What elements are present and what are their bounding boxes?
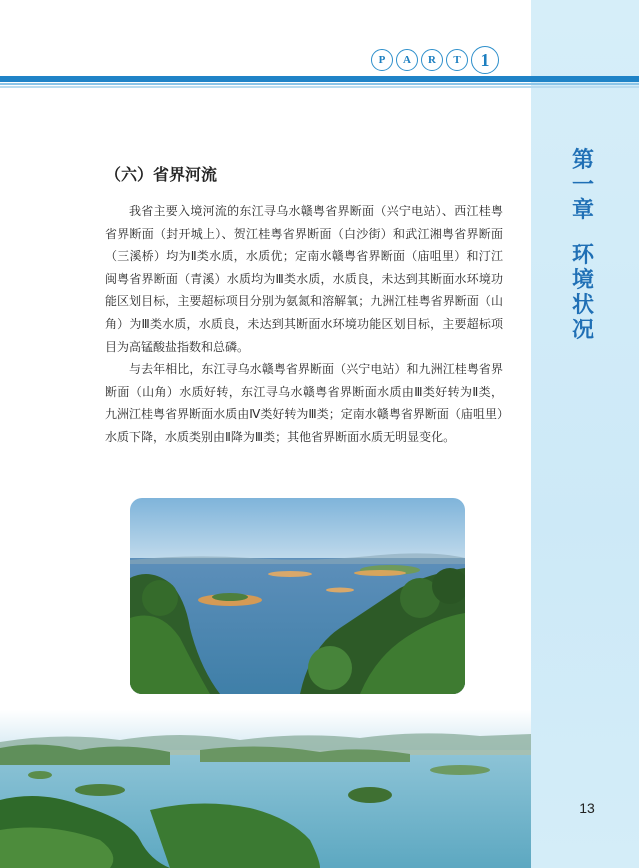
chapter-char: 一 xyxy=(571,173,594,198)
chapter-char: 境 xyxy=(571,268,594,293)
chapter-sidebar xyxy=(531,0,639,868)
lake-photo xyxy=(130,498,465,694)
section-title: （六）省界河流 xyxy=(105,165,218,184)
chapter-char: 状 xyxy=(571,293,594,318)
part-letter-a: A xyxy=(396,49,418,71)
part-letter-p: P xyxy=(371,49,393,71)
chapter-char: 况 xyxy=(571,318,594,343)
body-text xyxy=(105,200,503,449)
header-stripe-lighter xyxy=(0,86,639,88)
lake-panorama xyxy=(0,710,531,868)
part-letter-t: T xyxy=(446,49,468,71)
paragraph: 我省主要入境河流的东江寻乌水赣粤省界断面（兴宁电站）、西江桂粤省界断面（封开城上）、贺江桂粤省界断面（白沙街）和武江湘粤省界断面（三溪桥）均为Ⅱ类水质，水质优；定南水赣粤省界断面（庙咀里）和汀江闽粤省界断面（青溪）水质均为Ⅲ类水质，水质良，未达到其断面水环境功能区划目标，主要超标项目分别为氨氮和溶解氧；九洲江桂粤省界断面（山角）为Ⅲ类水质，水质良，未达到其断面水环境功能区划目标，主要超标项目为高锰酸盐指数和总磷。 xyxy=(105,204,503,354)
lake-photo-illustration xyxy=(130,498,465,694)
header-stripe-light xyxy=(0,83,639,85)
page-number: 13 xyxy=(579,800,595,816)
part-number: 1 xyxy=(471,46,499,74)
chapter-title-gap xyxy=(560,223,606,243)
chapter-char: 第 xyxy=(571,148,594,173)
part-badge xyxy=(371,46,499,74)
chapter-title xyxy=(560,148,606,343)
lake-panorama-illustration xyxy=(0,710,531,868)
header-stripe xyxy=(0,76,639,82)
paragraph: 与去年相比，东江寻乌水赣粤省界断面（兴宁电站）和九洲江桂粤省界断面（山角）水质好转，东江寻乌水赣粤省界断面水质由Ⅲ类好转为Ⅱ类，九洲江桂粤省界断面水质由Ⅳ类好转为Ⅲ类；定南水赣粤省界断面（庙咀里）水质下降，水质类别由Ⅱ降为Ⅲ类；其他省界断面水质无明显变化。 xyxy=(105,362,503,444)
chapter-char: 章 xyxy=(571,198,594,223)
chapter-char: 环 xyxy=(571,243,594,268)
part-letter-r: R xyxy=(421,49,443,71)
